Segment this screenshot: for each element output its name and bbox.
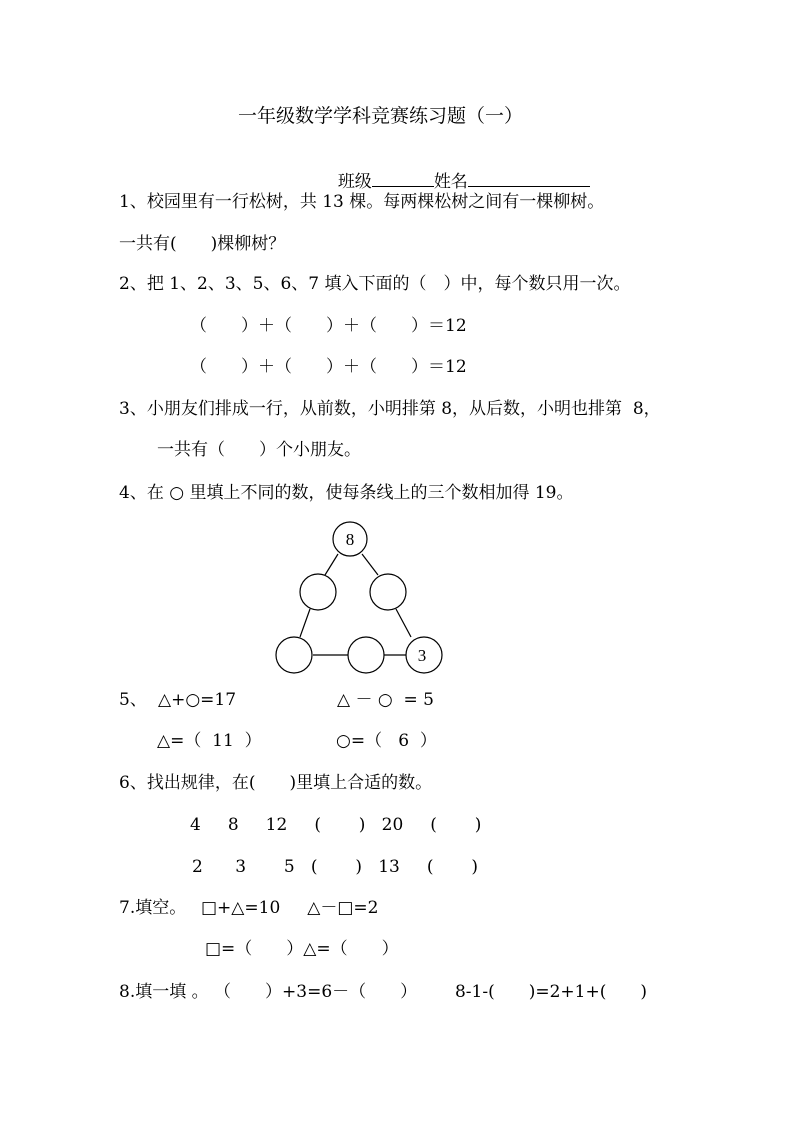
circle-right-mid[interactable] — [370, 574, 406, 610]
question-5-eq1: △+○=17 — [158, 690, 237, 710]
name-label: 姓名 — [433, 172, 468, 192]
edge-line — [362, 554, 378, 575]
class-blank[interactable] — [372, 170, 434, 187]
edge-line — [325, 554, 338, 575]
question-3-line1: 3、小朋友们排成一行，从前数，小明排第 8，从后数，小明也排第 8， — [119, 399, 661, 419]
name-blank[interactable] — [468, 170, 590, 187]
question-5-ans2: ○=（ 6 ） — [336, 731, 437, 751]
class-name-line — [327, 150, 590, 192]
edge-line — [396, 609, 411, 637]
question-1-line2: 一共有( )棵柳树？ — [119, 234, 286, 254]
circle-left-mid[interactable] — [300, 574, 336, 610]
page-title: 一年级数学学科竞赛练习题（一） — [238, 105, 524, 127]
question-6-sequence1: 4 8 12 ( ) 20 ( ) — [190, 815, 482, 835]
edge-line — [300, 609, 310, 637]
question-2-stem: 2、把 1、2、3、5、6、7 填入下面的（ ）中，每个数只用一次。 — [119, 274, 631, 294]
question-5-label: 5、 — [119, 690, 147, 710]
question-8: 8.填一填 。 （ ）+3=6－（ ） 8-1-( )=2+1+( ) — [119, 982, 647, 1002]
question-2-row2: （ ）＋（ ）＋（ ）＝12 — [190, 357, 467, 377]
question-6-stem: 6、找出规律，在( )里填上合适的数。 — [119, 773, 433, 793]
question-2-row1: （ ）＋（ ）＋（ ）＝12 — [190, 316, 467, 336]
question-3-line2: 一共有（ ）个小朋友。 — [157, 440, 361, 460]
circle-bottom-mid[interactable] — [348, 637, 384, 673]
question-4-stem: 4、在 ○ 里填上不同的数，使每条线上的三个数相加得 19。 — [119, 483, 574, 503]
corner-value: 3 — [417, 646, 427, 665]
question-7-answers: □=（ ）△=（ ） — [205, 939, 399, 959]
circle-bottom-left[interactable] — [276, 637, 312, 673]
top-value: 8 — [345, 530, 355, 549]
question-1-line1: 1、校园里有一行松树，共 13 棵。每两棵松树之间有一棵柳树。 — [119, 192, 605, 212]
triangle-circle-diagram — [262, 515, 462, 685]
question-6-sequence2: 2 3 5 ( ) 13 ( ) — [192, 857, 478, 877]
question-7-equations: □+△=10 △－□=2 — [201, 898, 379, 918]
question-5-eq2: △ － ○ = 5 — [337, 690, 434, 710]
question-5-ans1: △=（ 11 ） — [157, 731, 262, 751]
class-label: 班级 — [337, 172, 372, 192]
question-7-label: 7.填空。 — [119, 898, 187, 918]
